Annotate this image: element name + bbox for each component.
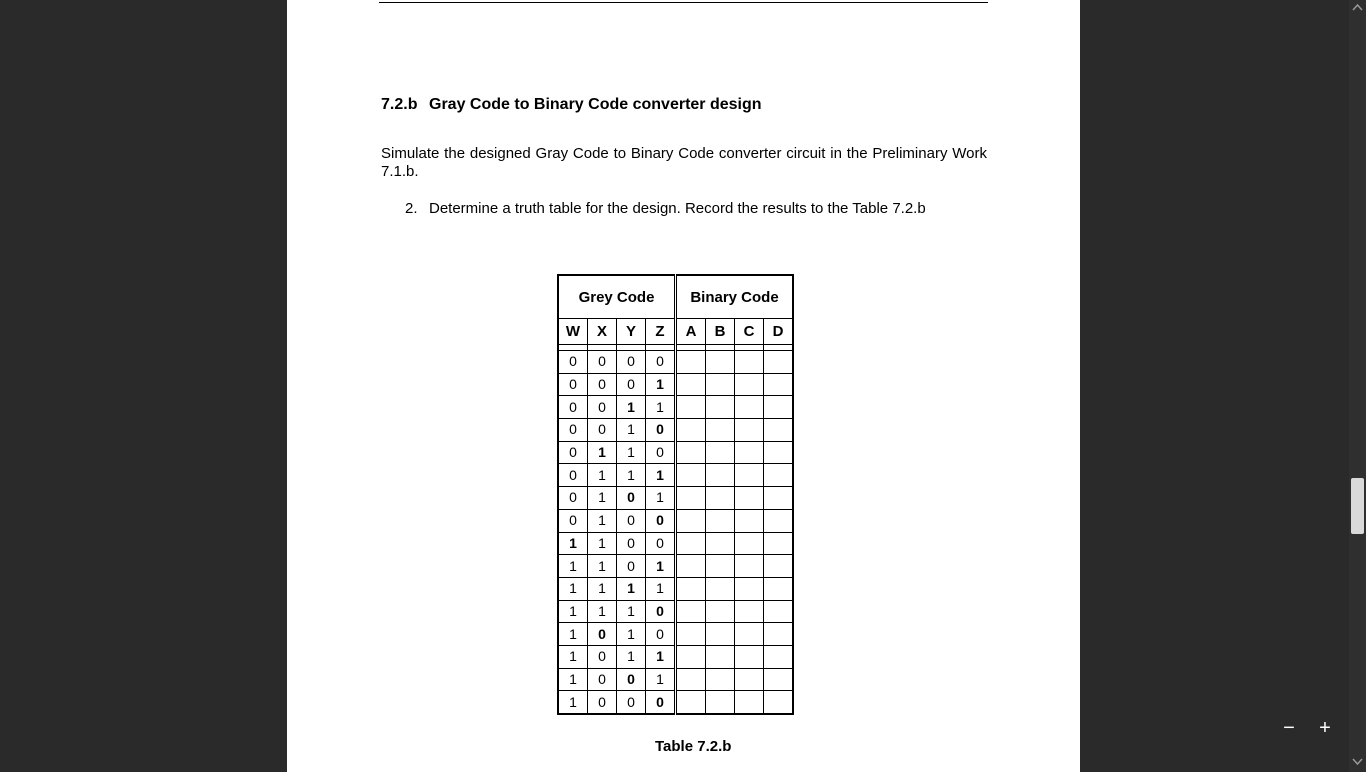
grey-code-cell: 1 xyxy=(646,645,676,668)
binary-code-cell[interactable] xyxy=(735,577,764,600)
binary-code-cell[interactable] xyxy=(764,509,794,532)
binary-code-cell[interactable] xyxy=(706,623,735,646)
grey-code-cell: 0 xyxy=(646,441,676,464)
grey-code-cell: 0 xyxy=(646,509,676,532)
binary-code-cell[interactable] xyxy=(764,487,794,510)
binary-code-cell[interactable] xyxy=(706,464,735,487)
grey-code-cell: 0 xyxy=(617,373,646,396)
binary-code-cell[interactable] xyxy=(764,441,794,464)
grey-code-cell: 1 xyxy=(617,600,646,623)
binary-code-cell[interactable] xyxy=(735,487,764,510)
binary-code-cell[interactable] xyxy=(706,396,735,419)
grey-code-cell: 0 xyxy=(617,509,646,532)
binary-code-cell[interactable] xyxy=(764,623,794,646)
vertical-scrollbar[interactable] xyxy=(1349,0,1366,772)
binary-code-cell[interactable] xyxy=(706,441,735,464)
binary-code-cell[interactable] xyxy=(676,464,706,487)
binary-code-cell[interactable] xyxy=(676,373,706,396)
binary-code-cell[interactable] xyxy=(706,577,735,600)
grey-code-cell: 0 xyxy=(558,373,588,396)
table-row xyxy=(558,487,793,510)
binary-code-cell[interactable] xyxy=(764,600,794,623)
grey-code-cell: 0 xyxy=(646,600,676,623)
binary-code-cell[interactable] xyxy=(676,623,706,646)
column-header: D xyxy=(764,319,794,345)
table-row xyxy=(558,691,793,714)
binary-code-cell[interactable] xyxy=(735,396,764,419)
grey-code-cell: 0 xyxy=(558,441,588,464)
zoom-in-button[interactable]: + xyxy=(1319,717,1331,739)
binary-code-cell[interactable] xyxy=(735,419,764,442)
grey-code-cell: 0 xyxy=(646,532,676,555)
grey-code-cell: 1 xyxy=(646,373,676,396)
grey-code-cell: 1 xyxy=(558,577,588,600)
binary-code-cell[interactable] xyxy=(676,509,706,532)
binary-code-cell[interactable] xyxy=(764,396,794,419)
binary-code-cell[interactable] xyxy=(676,441,706,464)
binary-code-cell[interactable] xyxy=(706,532,735,555)
binary-code-cell[interactable] xyxy=(706,419,735,442)
binary-code-cell[interactable] xyxy=(735,691,764,714)
grey-code-cell: 1 xyxy=(646,555,676,578)
column-header: B xyxy=(706,319,735,345)
binary-code-cell[interactable] xyxy=(706,509,735,532)
grey-code-cell: 0 xyxy=(558,464,588,487)
binary-code-cell[interactable] xyxy=(706,487,735,510)
table-row xyxy=(558,532,793,555)
binary-code-cell[interactable] xyxy=(676,532,706,555)
grey-code-cell: 0 xyxy=(617,555,646,578)
binary-code-cell[interactable] xyxy=(676,668,706,691)
grey-code-cell: 1 xyxy=(617,441,646,464)
table-row xyxy=(558,577,793,600)
table-row xyxy=(558,464,793,487)
grey-code-cell: 1 xyxy=(588,555,617,578)
scroll-thumb[interactable] xyxy=(1351,478,1364,534)
table-row xyxy=(558,555,793,578)
grey-code-cell: 0 xyxy=(646,623,676,646)
grey-code-cell: 0 xyxy=(617,351,646,374)
grey-code-cell: 1 xyxy=(646,464,676,487)
grey-code-cell: 1 xyxy=(558,623,588,646)
grey-code-cell: 0 xyxy=(646,419,676,442)
column-header: C xyxy=(735,319,764,345)
document-page xyxy=(287,0,1080,772)
grey-code-cell: 1 xyxy=(646,396,676,419)
intro-paragraph: Simulate the designed Gray Code to Binary Code converter circuit in the Preliminary Work 7.1.b. xyxy=(381,145,987,180)
column-header: Y xyxy=(617,319,646,345)
grey-code-cell: 1 xyxy=(617,645,646,668)
binary-code-cell[interactable] xyxy=(706,645,735,668)
grey-code-cell: 0 xyxy=(617,691,646,714)
binary-code-cell[interactable] xyxy=(764,373,794,396)
binary-code-cell[interactable] xyxy=(735,373,764,396)
binary-code-cell[interactable] xyxy=(676,645,706,668)
binary-code-cell[interactable] xyxy=(764,351,794,374)
table-row xyxy=(558,419,793,442)
grey-code-cell: 0 xyxy=(588,623,617,646)
step-text: Determine a truth table for the design. Record the results to the Table 7.2.b xyxy=(429,200,926,217)
grey-code-cell: 0 xyxy=(558,487,588,510)
table-row xyxy=(558,623,793,646)
table-row xyxy=(558,509,793,532)
column-header: Z xyxy=(646,319,676,345)
binary-code-cell[interactable] xyxy=(706,351,735,374)
column-header: W xyxy=(558,319,588,345)
grey-code-cell: 0 xyxy=(558,351,588,374)
binary-code-cell[interactable] xyxy=(735,532,764,555)
table-row xyxy=(558,645,793,668)
grey-code-cell: 1 xyxy=(558,691,588,714)
grey-code-cell: 1 xyxy=(558,555,588,578)
binary-code-cell[interactable] xyxy=(735,600,764,623)
column-header: A xyxy=(676,319,706,345)
chevron-up-icon[interactable] xyxy=(1349,0,1366,17)
binary-code-cell[interactable] xyxy=(764,464,794,487)
table-row xyxy=(558,373,793,396)
binary-code-cell[interactable] xyxy=(706,691,735,714)
column-header: X xyxy=(588,319,617,345)
grey-code-cell: 0 xyxy=(617,532,646,555)
grey-code-header: Grey Code xyxy=(558,275,676,319)
grey-code-cell: 1 xyxy=(588,577,617,600)
grey-code-cell: 1 xyxy=(588,464,617,487)
grey-code-cell: 0 xyxy=(588,645,617,668)
grey-code-cell: 0 xyxy=(588,419,617,442)
grey-code-cell: 1 xyxy=(588,600,617,623)
binary-code-cell[interactable] xyxy=(764,577,794,600)
grey-code-cell: 1 xyxy=(588,532,617,555)
grey-code-cell: 0 xyxy=(588,668,617,691)
grey-code-cell: 0 xyxy=(646,691,676,714)
truth-table xyxy=(557,274,794,715)
step-number: 2. xyxy=(405,200,418,217)
grey-code-cell: 0 xyxy=(646,351,676,374)
binary-code-cell[interactable] xyxy=(735,623,764,646)
binary-code-cell[interactable] xyxy=(676,351,706,374)
section-heading xyxy=(381,96,762,114)
grey-code-cell: 1 xyxy=(617,419,646,442)
grey-code-cell: 1 xyxy=(558,532,588,555)
binary-code-cell[interactable] xyxy=(735,509,764,532)
header-rule xyxy=(379,2,988,3)
step-item xyxy=(405,200,926,217)
grey-code-cell: 0 xyxy=(617,668,646,691)
table-row xyxy=(558,668,793,691)
grey-code-cell: 1 xyxy=(646,668,676,691)
binary-code-cell[interactable] xyxy=(706,668,735,691)
grey-code-cell: 0 xyxy=(588,351,617,374)
grey-code-cell: 1 xyxy=(588,441,617,464)
grey-code-cell: 1 xyxy=(588,487,617,510)
table-row xyxy=(558,396,793,419)
binary-code-cell[interactable] xyxy=(735,555,764,578)
grey-code-cell: 1 xyxy=(558,600,588,623)
binary-code-cell[interactable] xyxy=(676,396,706,419)
grey-code-cell: 0 xyxy=(617,487,646,510)
grey-code-cell: 1 xyxy=(617,623,646,646)
table-row xyxy=(558,441,793,464)
grey-code-cell: 0 xyxy=(558,419,588,442)
grey-code-cell: 1 xyxy=(558,645,588,668)
binary-code-cell[interactable] xyxy=(764,691,794,714)
binary-code-cell[interactable] xyxy=(676,600,706,623)
binary-code-cell[interactable] xyxy=(676,487,706,510)
binary-code-cell[interactable] xyxy=(764,419,794,442)
section-title: Gray Code to Binary Code converter design xyxy=(429,96,762,113)
grey-code-cell: 1 xyxy=(588,509,617,532)
binary-code-cell[interactable] xyxy=(735,351,764,374)
grey-code-cell: 0 xyxy=(588,396,617,419)
binary-code-cell[interactable] xyxy=(735,645,764,668)
binary-code-cell[interactable] xyxy=(735,441,764,464)
chevron-down-icon[interactable] xyxy=(1349,755,1366,772)
grey-code-cell: 1 xyxy=(646,577,676,600)
binary-code-cell[interactable] xyxy=(706,600,735,623)
binary-code-cell[interactable] xyxy=(735,668,764,691)
zoom-out-button[interactable]: − xyxy=(1283,717,1295,739)
binary-code-cell[interactable] xyxy=(764,555,794,578)
binary-code-cell[interactable] xyxy=(764,532,794,555)
grey-code-cell: 1 xyxy=(617,396,646,419)
grey-code-cell: 0 xyxy=(558,396,588,419)
grey-code-cell: 0 xyxy=(588,691,617,714)
table-row xyxy=(558,351,793,374)
binary-code-header: Binary Code xyxy=(676,275,794,319)
table-row xyxy=(558,600,793,623)
binary-code-cell[interactable] xyxy=(735,464,764,487)
binary-code-cell[interactable] xyxy=(676,691,706,714)
binary-code-cell[interactable] xyxy=(764,668,794,691)
table-caption: Table 7.2.b xyxy=(655,738,732,755)
grey-code-cell: 1 xyxy=(617,577,646,600)
binary-code-cell[interactable] xyxy=(676,555,706,578)
grey-code-cell: 0 xyxy=(588,373,617,396)
binary-code-cell[interactable] xyxy=(676,577,706,600)
section-number: 7.2.b xyxy=(381,96,418,113)
binary-code-cell[interactable] xyxy=(706,373,735,396)
binary-code-cell[interactable] xyxy=(676,419,706,442)
grey-code-cell: 1 xyxy=(558,668,588,691)
binary-code-cell[interactable] xyxy=(764,645,794,668)
grey-code-cell: 1 xyxy=(617,464,646,487)
grey-code-cell: 0 xyxy=(558,509,588,532)
grey-code-cell: 1 xyxy=(646,487,676,510)
binary-code-cell[interactable] xyxy=(706,555,735,578)
